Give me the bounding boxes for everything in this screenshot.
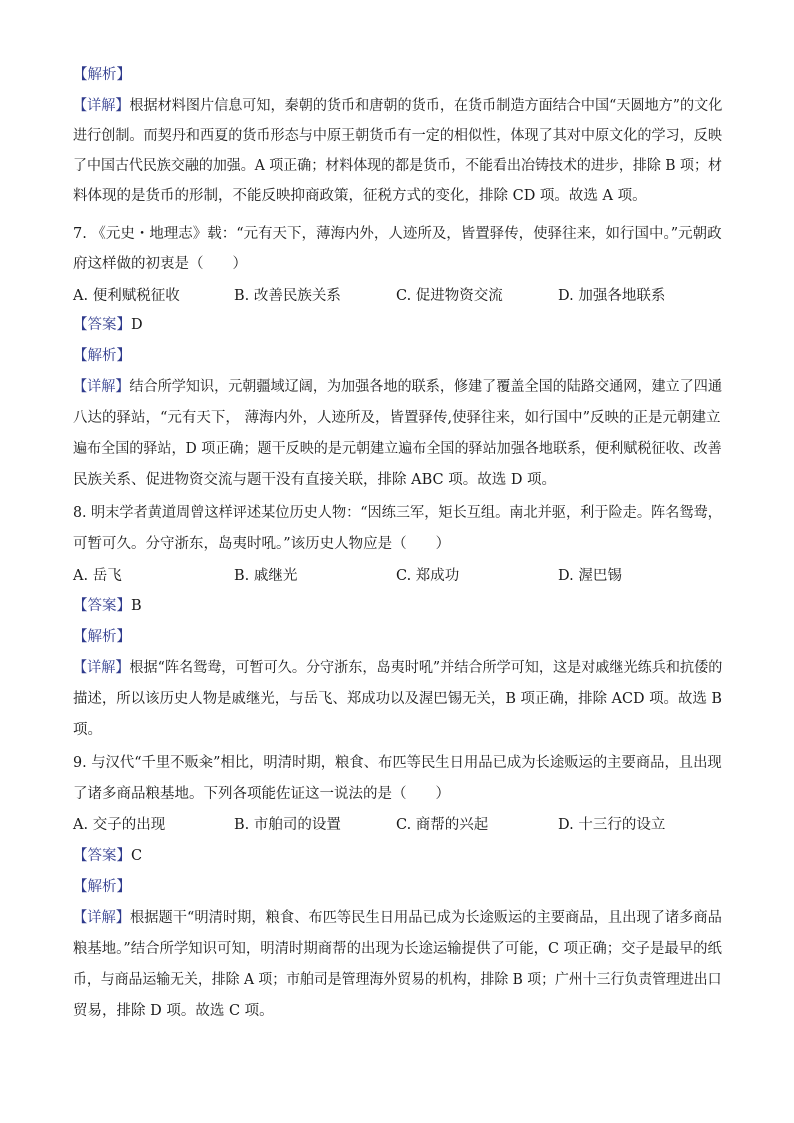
detail-line: 项。 — [73, 722, 102, 738]
question-8-option-a: A. 岳飞 — [73, 568, 122, 584]
question-9-option-b: B. 市舶司的设置 — [234, 817, 341, 833]
detail-line: 【详解】根据题干“明清时期，粮食、布匹等民生日用品已成为长途贩运的主要商品，且出现了诸多商品 — [73, 910, 722, 926]
detail-line: 了中国古代民族交融的加强。A 项正确；材料体现的都是货币，不能看出冶铸技术的进步，排除 B 项；材 — [73, 158, 722, 174]
question-9-answer: 【答案】C — [73, 848, 143, 864]
detail-line: 【详解】根据材料图片信息可知，秦朝的货币和唐朝的货币，在货币制造方面结合中国“天圆地方”的文化 — [73, 98, 723, 114]
question-8-option-d: D. 渥巴锡 — [558, 568, 622, 584]
detail-label: 【详解】 — [73, 98, 130, 114]
analysis-label: 【解析】 — [73, 879, 131, 895]
detail-line: 进行创制。而契丹和西夏的货币形态与中原王朝货币有一定的相似性，体现了其对中原文化的学习，反映 — [73, 128, 722, 144]
detail-line: 粮基地。”结合所学知识可知，明清时期商帮的出现为长途运输提供了可能，C 项正确；交子是最早的纸 — [73, 941, 722, 957]
detail-line: 料体现的是货币的形制，不能反映抑商政策，征税方式的变化，排除 CD 项。故选 A 项。 — [73, 188, 647, 204]
analysis-label: 【解析】 — [73, 348, 131, 364]
detail-label: 【详解】 — [73, 660, 130, 676]
question-9-option-a: A. 交子的出现 — [73, 817, 166, 833]
analysis-label: 【解析】 — [73, 67, 131, 83]
question-7-option-d: D. 加强各地联系 — [558, 288, 666, 304]
detail-line: 描述，所以该历史人物是戚继光，与岳飞、郑成功以及渥巴锡无关，B 项正确，排除 ACD 项。故选 B — [73, 691, 722, 707]
question-9-option-d: D. 十三行的设立 — [558, 817, 666, 833]
question-8-option-c: C. 郑成功 — [396, 568, 460, 584]
detail-line: 【详解】根据“阵名鸳鸯，可暂可久。分守浙东，岛夷时吼”并结合所学可知，这是对戚继光练兵和抗倭的 — [73, 660, 723, 676]
detail-label: 【详解】 — [73, 379, 130, 395]
question-8-answer: 【答案】B — [73, 598, 142, 614]
question-7-stem: 府这样做的初衷是（ ） — [73, 256, 247, 272]
detail-line: 币，与商品运输无关，排除 A 项；市舶司是管理海外贸易的机构，排除 B 项；广州十三行负责管理进出口 — [73, 972, 722, 988]
detail-line: 民族关系、促进物资交流与题干没有直接关联，排除 ABC 项。故选 D 项。 — [73, 472, 557, 488]
question-7-stem: 7. 《元史・地理志》载：“元有天下，薄海内外，人迹所及，皆置驿传，使驿往来，如行国中。”元朝政 — [73, 226, 722, 242]
question-7-answer: 【答案】D — [73, 317, 143, 333]
question-7-option-a: A. 便利赋税征收 — [73, 288, 180, 304]
question-8-stem: 8. 明末学者黄道周曾这样评述某位历史人物：“因练三军，矩长互组。南北并驱，利于险走。阵名鸳鸯， — [73, 505, 722, 521]
question-9-stem: 了诸多商品粮基地。下列各项能佐证这一说法的是（ ） — [73, 786, 450, 802]
detail-line: 【详解】结合所学知识，元朝疆域辽阔，为加强各地的联系，修建了覆盖全国的陆路交通网，建立了四通 — [73, 379, 722, 395]
question-8-stem: 可暂可久。分守浙东，岛夷时吼。”该历史人物应是（ ） — [73, 536, 451, 552]
detail-line: 遍布全国的驿站，D 项正确；题干反映的是元朝建立遍布全国的驿站加强各地联系，便利赋税征收、改善 — [73, 441, 722, 457]
detail-label: 【详解】 — [73, 910, 131, 926]
question-9-stem: 9. 与汉代“千里不贩籴”相比，明清时期，粮食、布匹等民生日用品已成为长途贩运的主要商品，且出现 — [73, 755, 722, 771]
question-7-option-c: C. 促进物资交流 — [396, 288, 503, 304]
question-9-option-c: C. 商帮的兴起 — [396, 817, 489, 833]
detail-line: 贸易，排除 D 项。故选 C 项。 — [73, 1003, 274, 1019]
question-7-option-b: B. 改善民族关系 — [234, 288, 341, 304]
analysis-label: 【解析】 — [73, 629, 131, 645]
question-8-option-b: B. 戚继光 — [234, 568, 298, 584]
detail-line: 八达的驿站，“元有天下， 薄海内外，人迹所及，皆置驿传,使驿往来，如行国中”反映的正是元朝建立 — [73, 410, 721, 426]
